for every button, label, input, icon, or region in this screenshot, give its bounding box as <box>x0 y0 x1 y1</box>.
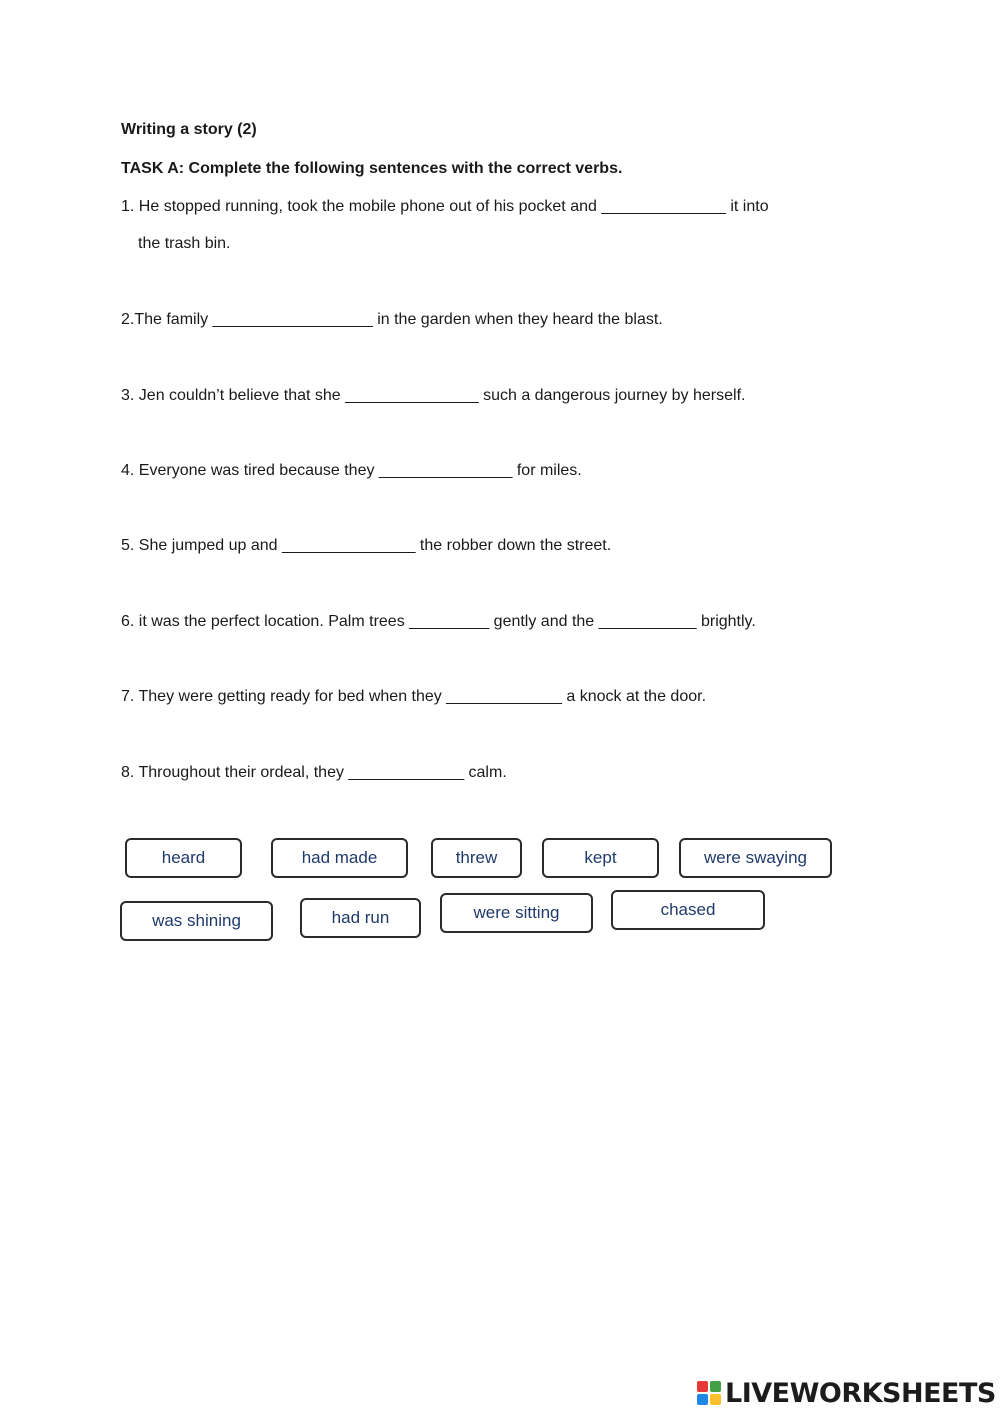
logo-mark-icon <box>697 1381 721 1405</box>
word-chip-was-shining[interactable]: was shining <box>120 901 273 941</box>
sentence-8: 8. Throughout their ordeal, they _____________ calm. <box>121 764 507 781</box>
logo-square-yellow <box>710 1394 721 1405</box>
word-chip-were-swaying[interactable]: were swaying <box>679 838 832 878</box>
logo-square-blue <box>697 1394 708 1405</box>
sentence-5: 5. She jumped up and _______________ the robber down the street. <box>121 537 612 554</box>
logo-square-red <box>697 1381 708 1392</box>
sentence-2: 2.The family __________________ in the garden when they heard the blast. <box>121 311 663 328</box>
word-chip-had-made[interactable]: had made <box>271 838 408 878</box>
word-chip-kept[interactable]: kept <box>542 838 659 878</box>
sentence-3: 3. Jen couldn’t believe that she _______________ such a dangerous journey by herself. <box>121 387 746 404</box>
liveworksheets-logo <box>697 1376 996 1410</box>
word-chip-chased[interactable]: chased <box>611 890 765 930</box>
sentence-1: 1. He stopped running, took the mobile phone out of his pocket and ______________ it into <box>121 198 769 215</box>
sentence-1-continued: the trash bin. <box>138 235 231 252</box>
sentence-7: 7. They were getting ready for bed when they _____________ a knock at the door. <box>121 688 707 705</box>
sentence-4: 4. Everyone was tired because they _______________ for miles. <box>121 462 582 479</box>
task-instruction: TASK A: Complete the following sentences with the correct verbs. <box>121 160 623 177</box>
word-chip-had-run[interactable]: had run <box>300 898 421 938</box>
word-chip-heard[interactable]: heard <box>125 838 242 878</box>
worksheet-title: Writing a story (2) <box>121 121 257 138</box>
logo-text: LIVEWORKSHEETS <box>725 1377 996 1409</box>
sentence-6: 6. it was the perfect location. Palm trees _________ gently and the ___________ brightly. <box>121 613 756 630</box>
word-chip-threw[interactable]: threw <box>431 838 522 878</box>
logo-square-green <box>710 1381 721 1392</box>
word-chip-were-sitting[interactable]: were sitting <box>440 893 593 933</box>
